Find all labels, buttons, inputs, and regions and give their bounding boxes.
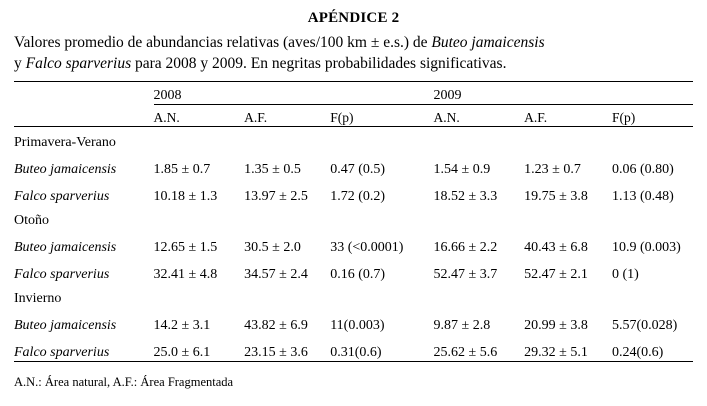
group-label-primavera-verano: Primavera-Verano — [14, 134, 116, 150]
cell-fp-2008: 0.31(0.6) — [330, 334, 433, 362]
group-label-otono: Otoño — [14, 212, 49, 228]
cell-an-2008: 12.65 ± 1.5 — [153, 239, 218, 255]
year-header-row — [14, 81, 693, 104]
cell-an-2009: 9.87 ± 2.8 — [433, 317, 491, 333]
caption-text-part1: Valores promedio de abundancias relativas (aves/100 km ± e.s.) de — [14, 34, 432, 51]
cell-af-2009: 52.47 ± 2.1 — [524, 266, 588, 282]
cell-af-2008: 13.97 ± 2.5 — [244, 188, 308, 204]
subheader-af-2008: A.F. — [244, 104, 330, 126]
abundance-table — [14, 81, 693, 362]
cell-af-2009: 19.75 ± 3.8 — [524, 188, 588, 204]
cell-fp-2008: 11(0.003) — [330, 317, 385, 333]
year-header-spacer — [14, 81, 154, 104]
cell-an-2009: 25.62 ± 5.6 — [434, 334, 525, 362]
cell-an-2009: 52.47 ± 3.7 — [433, 266, 498, 282]
subheader-spacer — [14, 104, 154, 126]
year-header-2009-rule-b — [612, 81, 693, 104]
cell-af-2009: 29.32 ± 5.1 — [524, 334, 612, 362]
table-row — [14, 229, 693, 256]
subheader-af-2009: A.F. — [524, 104, 612, 126]
table-caption — [14, 33, 693, 75]
group-label-invierno: Invierno — [14, 290, 62, 306]
cell-fp-2008: 0.47 (0.5) — [330, 161, 386, 177]
table-row — [14, 334, 693, 362]
cell-fp-2009: 1.13 (0.48) — [612, 188, 674, 204]
table-row — [14, 178, 693, 205]
subheader-an-2008: A.N. — [154, 104, 245, 126]
cell-af-2008: 34.57 ± 2.4 — [244, 266, 308, 282]
row-species: Buteo jamaicensis — [14, 239, 117, 255]
row-species: Buteo jamaicensis — [14, 317, 117, 333]
cell-an-2009: 18.52 ± 3.3 — [433, 188, 498, 204]
caption-text-part3: para 2008 y 2009. En negritas probabilidades significativas. — [131, 54, 507, 72]
cell-an-2008: 10.18 ± 1.3 — [153, 188, 218, 204]
cell-an-2008: 14.2 ± 3.1 — [153, 317, 211, 333]
year-header-2009-rule-a — [524, 81, 612, 104]
cell-an-2008: 25.0 ± 6.1 — [154, 334, 245, 362]
year-header-2009: 2009 — [434, 81, 525, 104]
year-header-2008-rule-b — [330, 81, 433, 104]
group-row — [14, 205, 693, 229]
cell-an-2008: 1.85 ± 0.7 — [153, 161, 211, 177]
cell-fp-2009: 5.57(0.028) — [612, 317, 678, 333]
group-row — [14, 126, 693, 151]
cell-fp-2009: 10.9 (0.003) — [612, 239, 681, 255]
subheader-fp-2008: F(p) — [330, 104, 433, 126]
cell-af-2009: 20.99 ± 3.8 — [524, 317, 588, 333]
cell-fp-2008: 33 (<0.0001) — [330, 239, 404, 255]
cell-an-2009: 16.66 ± 2.2 — [433, 239, 498, 255]
cell-af-2008: 1.35 ± 0.5 — [244, 161, 301, 177]
caption-text-part2: y — [14, 54, 26, 72]
year-header-2008-rule-a — [244, 81, 330, 104]
table-row — [14, 151, 693, 178]
page-title: APÉNDICE 2 — [307, 10, 400, 26]
cell-fp-2008: 0.16 (0.7) — [330, 266, 386, 282]
table-footnote: A.N.: Área natural, A.F.: Área Fragmentada — [14, 374, 234, 389]
cell-fp-2008: 1.72 (0.2) — [330, 188, 386, 204]
caption-species-2: Falco sparverius — [25, 54, 132, 72]
cell-an-2009: 1.54 ± 0.9 — [433, 161, 491, 177]
row-species: Falco sparverius — [14, 188, 110, 204]
group-row — [14, 283, 693, 307]
row-species: Falco sparverius — [14, 334, 154, 362]
caption-species-1: Buteo jamaicensis — [431, 34, 545, 51]
table-row — [14, 256, 693, 283]
cell-af-2008: 30.5 ± 2.0 — [244, 239, 301, 255]
cell-af-2008: 23.15 ± 3.6 — [244, 334, 330, 362]
row-species: Buteo jamaicensis — [14, 161, 117, 177]
subheader-an-2009: A.N. — [434, 104, 525, 126]
cell-an-2008: 32.41 ± 4.8 — [153, 266, 218, 282]
subheader-fp-2009: F(p) — [612, 104, 693, 126]
cell-af-2009: 40.43 ± 6.8 — [524, 239, 588, 255]
cell-af-2009: 1.23 ± 0.7 — [524, 161, 581, 177]
cell-fp-2009: 0 (1) — [612, 266, 639, 282]
cell-fp-2009: 0.24(0.6) — [612, 334, 693, 362]
subheader-row — [14, 104, 693, 126]
table-row — [14, 307, 693, 334]
cell-af-2008: 43.82 ± 6.9 — [244, 317, 308, 333]
year-header-2008: 2008 — [154, 81, 245, 104]
row-species: Falco sparverius — [14, 266, 110, 282]
cell-fp-2009: 0.06 (0.80) — [612, 161, 674, 177]
